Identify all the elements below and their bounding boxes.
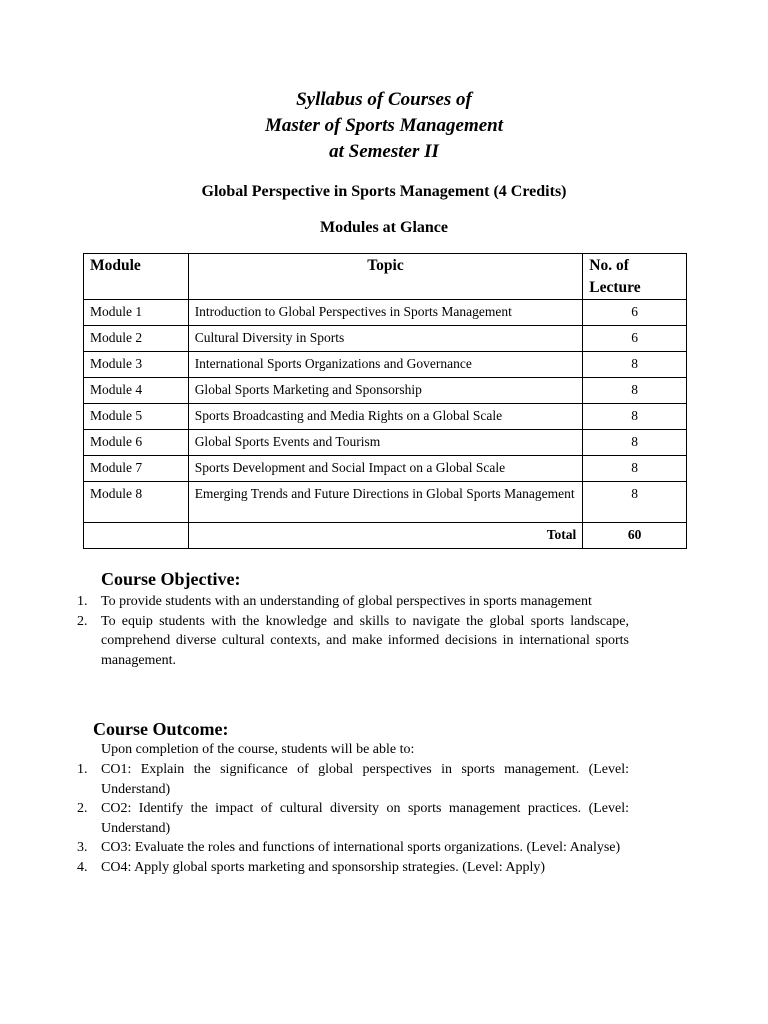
module-cell: Module 7 [84, 456, 189, 482]
module-cell: Module 1 [84, 300, 189, 326]
module-cell: Module 5 [84, 404, 189, 430]
list-item-number: 3. [77, 840, 88, 855]
list-item-number: 1. [77, 762, 88, 777]
title-line-2: Master of Sports Management [264, 115, 504, 136]
module-cell: Module 3 [84, 352, 189, 378]
lectures-cell: 6 [583, 326, 687, 352]
lectures-cell: 8 [583, 430, 687, 456]
topic-cell: International Sports Organizations and Governance [188, 352, 583, 378]
course-objective-heading: Course Objective: [101, 569, 241, 589]
lectures-cell: 6 [583, 300, 687, 326]
table-row [84, 404, 687, 430]
header-topic: Topic [188, 254, 583, 300]
lectures-cell: 8 [583, 404, 687, 430]
list-item-number: 2. [77, 801, 88, 816]
course-outcome-intro: Upon completion of the course, students will be able to: [101, 742, 415, 757]
list-item-number: 1. [77, 594, 88, 609]
list-item-text: CO4: Apply global sports marketing and sponsorship strategies. (Level: Apply) [101, 859, 546, 875]
header-module: Module [84, 254, 189, 300]
list-item-text: To equip students with the knowledge and skills to navigate the global sports landscape, comprehend diverse cultural contexts, and make informed decisions in international sports management. [101, 613, 629, 668]
course-outcome-list [77, 760, 629, 877]
table-row [84, 430, 687, 456]
header-lectures: No. of Lecture [583, 254, 687, 300]
table-row [84, 378, 687, 404]
list-item [77, 612, 629, 671]
module-cell: Module 2 [84, 326, 189, 352]
list-item [77, 858, 629, 878]
module-cell: Module 6 [84, 430, 189, 456]
total-empty-cell [84, 523, 189, 549]
total-value: 60 [583, 523, 687, 549]
total-label: Total [188, 523, 583, 549]
topic-cell: Global Sports Marketing and Sponsorship [188, 378, 583, 404]
table-header-row [84, 254, 687, 300]
table-row [84, 456, 687, 482]
lectures-cell: 8 [583, 352, 687, 378]
module-cell: Module 4 [84, 378, 189, 404]
list-item [77, 592, 629, 612]
list-item [77, 838, 629, 858]
course-title: Global Perspective in Sports Management (4 Credits) [201, 183, 567, 200]
table-row [84, 482, 687, 523]
list-item [77, 760, 629, 799]
title-line-1: Syllabus of Courses of [296, 89, 472, 110]
title-line-3: at Semester II [329, 141, 439, 162]
list-item-number: 4. [77, 859, 88, 875]
lectures-cell: 8 [583, 482, 687, 523]
topic-cell: Introduction to Global Perspectives in Sports Management [188, 300, 583, 326]
table-row [84, 326, 687, 352]
list-item-number: 2. [77, 613, 88, 629]
topic-cell: Global Sports Events and Tourism [188, 430, 583, 456]
topic-cell: Cultural Diversity in Sports [188, 326, 583, 352]
topic-cell: Sports Development and Social Impact on a Global Scale [188, 456, 583, 482]
topic-cell: Emerging Trends and Future Directions in Global Sports Management [188, 482, 583, 523]
modules-heading: Modules at Glance [320, 219, 448, 236]
course-objective-list [77, 592, 629, 670]
list-item-text: CO3: Evaluate the roles and functions of international sports organizations. (Level: Analyse) [101, 840, 621, 855]
topic-cell: Sports Broadcasting and Media Rights on a Global Scale [188, 404, 583, 430]
modules-table [83, 253, 687, 549]
lectures-cell: 8 [583, 378, 687, 404]
table-row [84, 300, 687, 326]
list-item [77, 799, 629, 838]
list-item-text: CO2: Identify the impact of cultural diversity on sports management practices. (Level: Understand) [101, 801, 629, 836]
module-cell: Module 8 [84, 482, 189, 523]
lectures-cell: 8 [583, 456, 687, 482]
list-item-text: CO1: Explain the significance of global perspectives in sports management. (Level: Understand) [101, 762, 629, 797]
list-item-text: To provide students with an understanding of global perspectives in sports management [101, 594, 592, 609]
course-outcome-heading: Course Outcome: [93, 719, 229, 739]
table-total-row [84, 523, 687, 549]
table-row [84, 352, 687, 378]
